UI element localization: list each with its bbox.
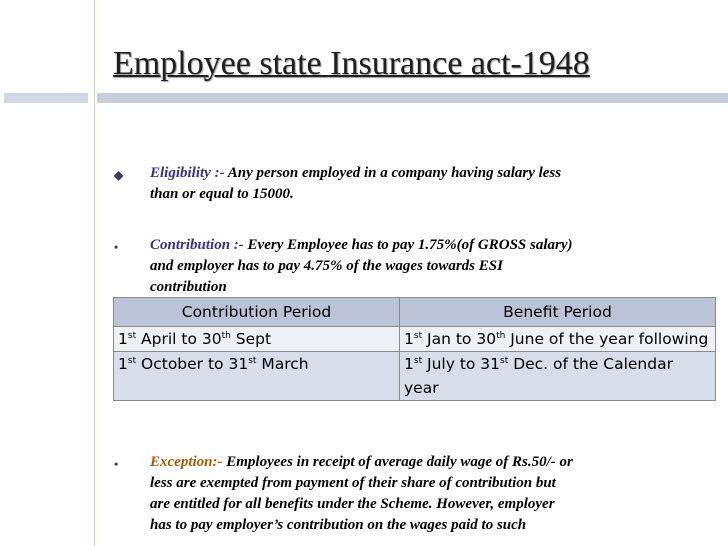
contribution-line1: Every Employee has to pay 1.75%(of GROSS salary) (243, 237, 573, 253)
eligibility-line2: than or equal to 15000. (150, 186, 294, 202)
period-table (113, 297, 716, 401)
header-contribution-period: Contribution Period (114, 298, 400, 327)
row2-contribution-period: 1st October to 31st March (114, 352, 400, 401)
row2-benefit-period: 1st July to 31st Dec. of the Calendar year (400, 352, 716, 401)
header-benefit-period: Benefit Period (400, 298, 716, 327)
table-row (114, 327, 716, 352)
exception-line1: Employees in receipt of average daily wage of Rs.50/- or (222, 454, 573, 470)
bullet-dot-icon: • (114, 240, 119, 254)
title-bar-left (4, 93, 88, 103)
table-row (114, 352, 716, 401)
bullet-exception (114, 452, 714, 536)
exception-label: Exception:- (150, 454, 223, 470)
contribution-label: Contribution :- (150, 237, 244, 253)
bullet-diamond-icon: ◆ (114, 168, 124, 182)
vertical-divider (94, 0, 95, 546)
exception-line2: less are exempted from payment of their share of contribution but (150, 475, 556, 491)
contribution-line3: contribution (150, 279, 227, 295)
exception-line4: has to pay employer’s contribution on the wages paid to such (150, 517, 527, 533)
exception-line3: are entitled for all benefits under the Scheme. However, employer (150, 496, 555, 512)
eligibility-label: Eligibility :- (150, 165, 225, 181)
table-header-row (114, 298, 716, 327)
contribution-line2: and employer has to pay 4.75% of the wages towards ESI (150, 258, 503, 274)
slide-title: Employee state Insurance act-1948 (113, 45, 590, 82)
bullet-dot-icon: • (114, 457, 119, 471)
left-margin (0, 0, 90, 546)
eligibility-line1: Any person employed in a company having salary less (224, 165, 562, 181)
bullet-eligibility (114, 163, 714, 205)
row1-benefit-period: 1st Jan to 30th June of the year following (400, 327, 716, 352)
title-bar-right (97, 93, 728, 103)
row1-contribution-period: 1st April to 30th Sept (114, 327, 400, 352)
bullet-contribution (114, 235, 714, 298)
